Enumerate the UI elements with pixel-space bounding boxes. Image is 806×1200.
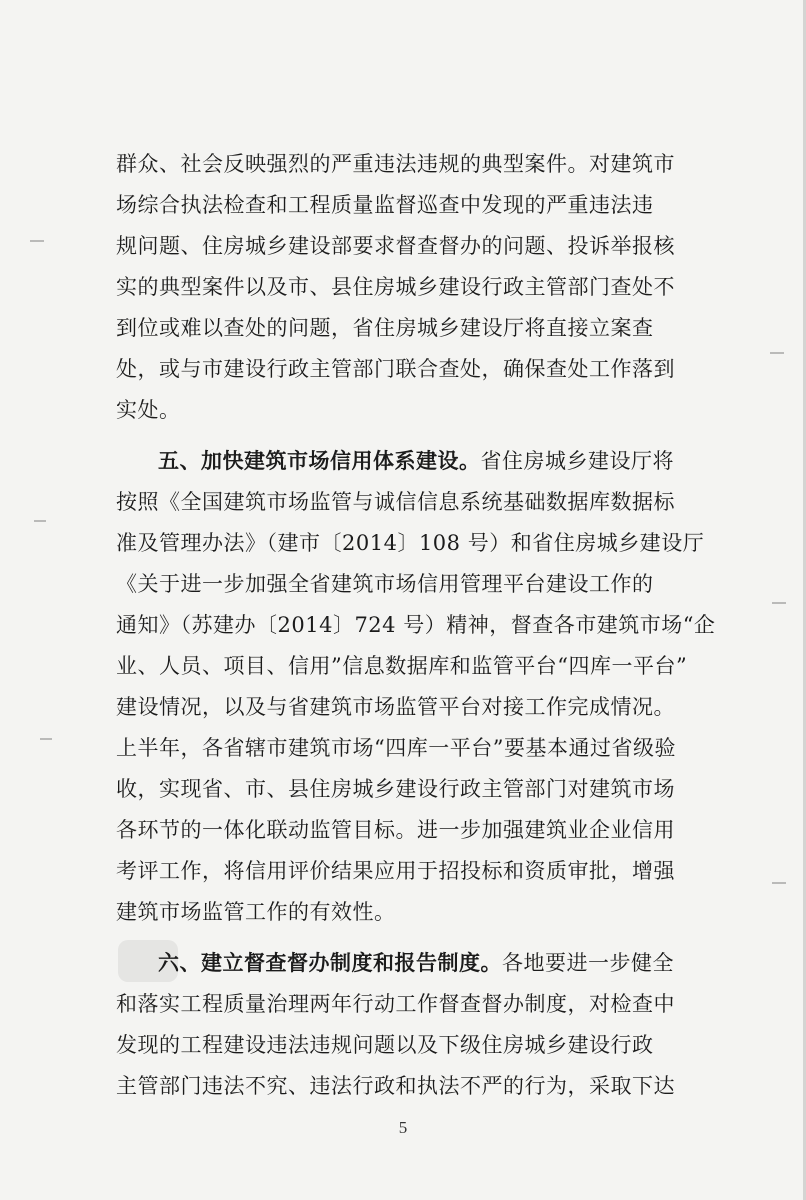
- scan-mark: [40, 738, 52, 740]
- text-line: 场综合执法检查和工程质量监督巡查中发现的严重违法违: [116, 193, 654, 217]
- text-line: 收，实现省、市、县住房城乡建设行政主管部门对建筑市场: [116, 777, 675, 801]
- text-line: 上半年，各省辖市建筑市场“四库一平台”要基本通过省级验: [116, 736, 676, 760]
- scan-mark: [30, 240, 44, 242]
- text-line: 通知》（苏建办〔2014〕724 号）精神，督查各市建筑市场“企: [116, 613, 716, 637]
- text-line: 实的典型案件以及市、县住房城乡建设行政主管部门查处不: [116, 275, 675, 299]
- section-6-first-line: [116, 943, 698, 984]
- body-text: [116, 144, 716, 1107]
- text-line: 业、人员、项目、信用”信息数据库和监管平台“四库一平台”: [116, 654, 688, 678]
- text-line: 《关于进一步加强全省建筑市场信用管理平台建设工作的: [116, 572, 654, 596]
- text-line: 发现的工程建设违法违规问题以及下级住房城乡建设行政: [116, 1033, 654, 1057]
- scan-mark: [772, 882, 786, 884]
- text-line: 和落实工程质量治理两年行动工作督查督办制度，对检查中: [116, 992, 675, 1016]
- text-line: 处，或与市建设行政主管部门联合查处，确保查处工作落到: [116, 357, 675, 381]
- text-line: 建筑市场监管工作的有效性。: [116, 900, 396, 924]
- page-number: 5: [398, 1118, 408, 1137]
- text-line: 建设情况，以及与省建筑市场监管平台对接工作完成情况。: [116, 695, 675, 719]
- text-line: 规问题、住房城乡建设部要求督查督办的问题、投诉举报核: [116, 234, 675, 258]
- text-line: 主管部门违法不究、违法行政和执法不严的行为，采取下达: [116, 1074, 675, 1098]
- scan-mark: [770, 352, 784, 354]
- text-line: 到位或难以查处的问题，省住房城乡建设厅将直接立案查: [116, 316, 654, 340]
- section-5-first-line: [116, 441, 698, 482]
- text-line: 准及管理办法》（建市〔2014〕108 号）和省住房城乡建设厅: [116, 531, 705, 555]
- section-6-heading: 六、建立督查督办制度和报告制度。: [158, 951, 502, 975]
- text-line: 群众、社会反映强烈的严重违法违规的典型案件。对建筑市: [116, 152, 675, 176]
- section-6-first-rest: 各地要进一步健全: [502, 951, 674, 975]
- text-line: 考评工作，将信用评价结果应用于招投标和资质审批，增强: [116, 859, 675, 883]
- section-5-first-rest: 省住房城乡建设厅将: [480, 449, 674, 473]
- scan-mark: [34, 520, 46, 522]
- text-line: 实处。: [116, 398, 181, 422]
- text-line: 各环节的一体化联动监管目标。进一步加强建筑业企业信用: [116, 818, 675, 842]
- text-line: 按照《全国建筑市场监管与诚信信息系统基础数据库数据标: [116, 490, 675, 514]
- section-5-heading: 五、加快建筑市场信用体系建设。: [158, 449, 481, 473]
- scan-mark: [772, 602, 786, 604]
